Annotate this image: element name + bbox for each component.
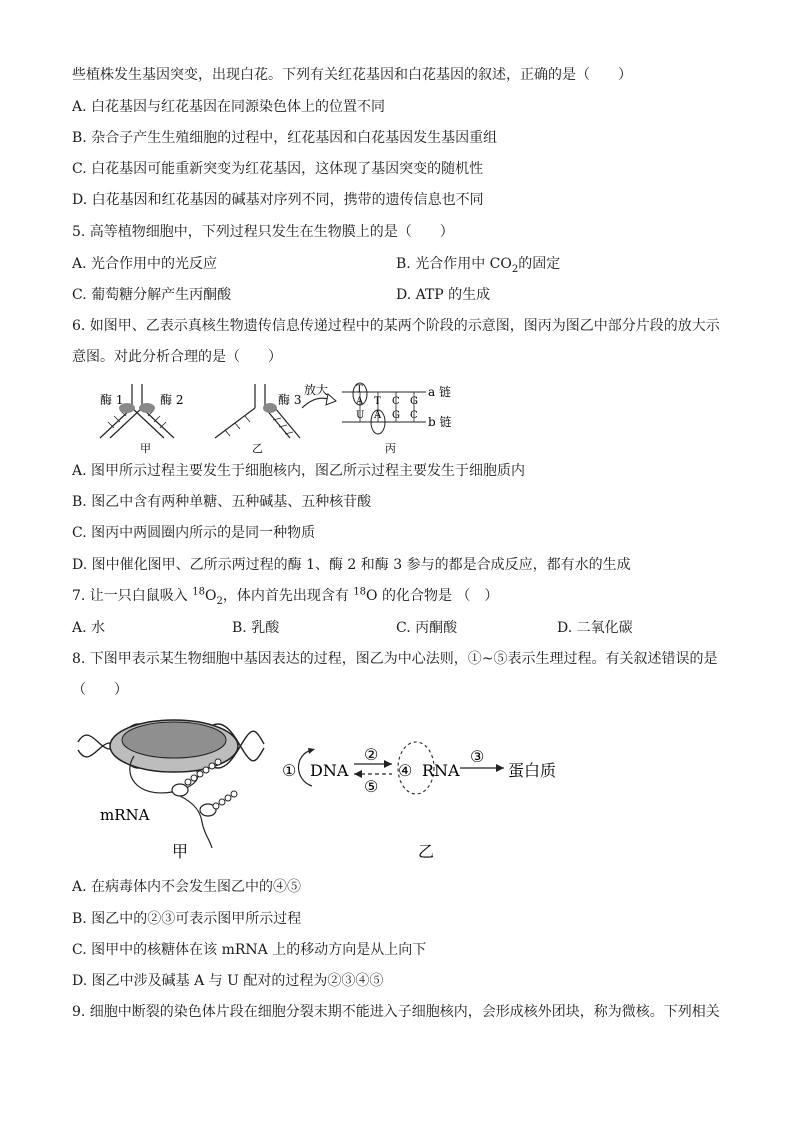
q6-chain-b-label: b 链 xyxy=(428,415,452,429)
q7-stem-mid: ，体内首先出现含有 xyxy=(222,588,354,604)
q6-top-base-5: G xyxy=(410,396,418,407)
q8-label-yi: 乙 xyxy=(418,842,435,861)
q7-stem xyxy=(72,587,498,605)
q8-mrna-label: mRNA xyxy=(100,806,150,824)
q6-figure xyxy=(80,380,470,456)
q5-co2-subscript: 2 xyxy=(511,263,519,275)
q7-stem-text: 7. 让一只白鼠吸入 xyxy=(72,588,193,604)
q7-option-a: A. 水 xyxy=(72,620,106,636)
q7-option-b: B. 乳酸 xyxy=(232,620,280,636)
q7-option-c: C. 丙酮酸 xyxy=(396,620,458,636)
q6-bottom-base-2: A xyxy=(374,410,382,421)
q6-label-jia: 甲 xyxy=(140,442,151,455)
q8-stem-line1: 8. 下图甲表示某生物细胞中基因表达的过程，图乙为中心法则，①~⑤表示生理过程。有关叙述错误的是 xyxy=(72,651,718,667)
q6-label-bing: 丙 xyxy=(385,442,396,455)
q6-enzyme2-label: 酶 2 xyxy=(160,393,184,407)
q8-process-1: ① xyxy=(282,761,297,780)
q5-option-b-tail: 的固定 xyxy=(518,256,561,272)
q6-top-base-3: T xyxy=(374,396,381,407)
q7-isotope-1: 18 xyxy=(192,586,205,598)
q7-o2-subscript: 2 xyxy=(216,595,223,607)
q8-dna-label: DNA xyxy=(310,761,349,780)
q6-option-b: B. 图乙中含有两种单糖、五种碱基、五种核苷酸 xyxy=(72,494,372,510)
q8-option-a: A. 在病毒体内不会发生图乙中的④⑤ xyxy=(72,879,302,895)
q6-chain-a-label: a 链 xyxy=(428,385,451,399)
q8-option-b: B. 图乙中的②③可表示图甲所示过程 xyxy=(72,911,302,927)
q6-option-d: D. 图中催化图甲、乙所示两过程的酶 1、酶 2 和酶 3 参与的都是合成反应，都有水的生成 xyxy=(72,557,631,573)
q7-isotope-2: 18 xyxy=(353,586,367,598)
q8-option-c: C. 图甲中的核糖体在该 mRNA 上的移动方向是从上向下 xyxy=(72,942,427,958)
q7-stem-end: O 的化合物是 （ ） xyxy=(366,588,499,604)
q8-rna-label: RNA xyxy=(422,761,460,780)
q6-top-base-4: C xyxy=(392,396,400,407)
q5-option-a: A. 光合作用中的光反应 xyxy=(72,256,218,272)
q5-stem: 5. 高等植物细胞中，下列过程只发生在生物膜上的是（ ） xyxy=(72,224,454,240)
q8-process-4: ④ xyxy=(398,761,413,780)
q8-protein-label: 蛋白质 xyxy=(508,761,557,780)
q6-bottom-base-3: G xyxy=(392,410,400,421)
q8-label-jia: 甲 xyxy=(172,842,189,861)
q6-top-base-2: A xyxy=(356,396,364,407)
q6-enzyme3-label: 酶 3 xyxy=(278,393,302,407)
q8-process-2: ② xyxy=(364,745,379,764)
q5-option-b xyxy=(396,255,560,273)
q6-bottom-base-4: C xyxy=(410,410,418,421)
q6-bottom-base-1: U xyxy=(356,410,365,421)
q6-option-a: A. 图甲所示过程主要发生于细胞核内，图乙所示过程主要发生于细胞质内 xyxy=(72,463,526,479)
q8-stem-line2: （ ） xyxy=(72,682,128,698)
q8-figure xyxy=(72,712,572,868)
q6-stem-line1: 6. 如图甲、乙表示真核生物遗传信息传递过程中的某两个阶段的示意图，图丙为图乙中部分片段的放大示 xyxy=(72,318,720,334)
q6-zoom-label: 放大 xyxy=(304,383,329,397)
q8-process-5: ⑤ xyxy=(364,777,379,796)
q6-top-base-1: T xyxy=(356,384,363,395)
q9-stem: 9. 细胞中断裂的染色体片段在细胞分裂末期不能进入子细胞核内，会形成核外团块，称为微核。下列相关 xyxy=(72,1004,720,1020)
q4-option-a: A. 白花基因与红花基因在同源染色体上的位置不同 xyxy=(72,99,386,115)
q4-option-b: B. 杂合子产生生殖细胞的过程中，红花基因和白花基因发生基因重组 xyxy=(72,130,498,146)
q4-stem: 些植株发生基因突变，出现白花。下列有关红花基因和白花基因的叙述，正确的是（ ） xyxy=(72,67,632,83)
q6-label-yi: 乙 xyxy=(252,442,263,455)
q7-option-d: D. 二氧化碳 xyxy=(557,620,633,636)
q8-option-d: D. 图乙中涉及碱基 A 与 U 配对的过程为②③④⑤ xyxy=(72,973,384,989)
q5-option-c: C. 葡萄糖分解产生丙酮酸 xyxy=(72,287,232,303)
q6-stem-line2: 意图。对此分析合理的是（ ） xyxy=(72,349,282,365)
q4-option-c: C. 白花基因可能重新突变为红花基因，这体现了基因突变的随机性 xyxy=(72,161,484,177)
q7-oxygen: O xyxy=(205,588,217,604)
q8-process-3: ③ xyxy=(470,747,485,766)
q5-option-d: D. ATP 的生成 xyxy=(396,287,491,303)
q6-enzyme1-label: 酶 1 xyxy=(100,393,124,407)
q6-option-c: C. 图丙中两圆圈内所示的是同一种物质 xyxy=(72,525,316,541)
q5-option-b-text: B. 光合作用中 CO xyxy=(396,256,512,272)
q4-option-d: D. 白花基因和红花基因的碱基对序列不同，携带的遗传信息也不同 xyxy=(72,192,484,208)
